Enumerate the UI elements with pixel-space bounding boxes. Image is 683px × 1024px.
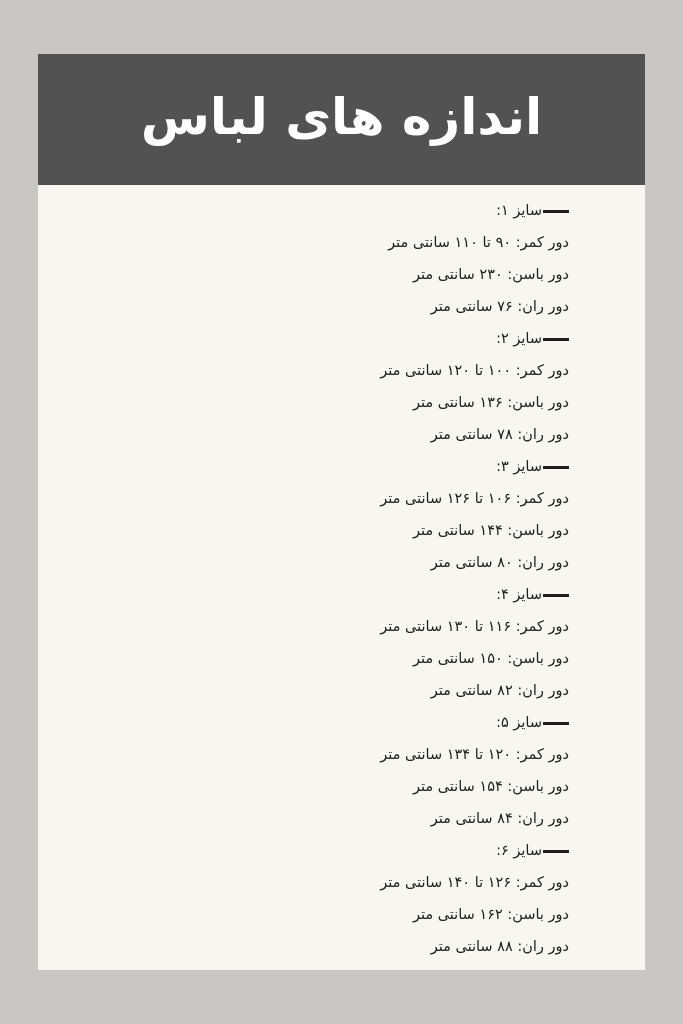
size-label: سایز ۶:	[496, 843, 542, 859]
dash-icon	[543, 722, 569, 725]
thigh-measurement: دور ران: ۷۸ سانتی متر	[430, 427, 569, 443]
hip-measurement: دور باسن: ۱۵۰ سانتی متر	[412, 651, 569, 667]
waist-measurement: دور کمر: ۱۱۶ تا ۱۳۰ سانتی متر	[380, 619, 569, 635]
thigh-measurement: دور ران: ۸۰ سانتی متر	[430, 555, 569, 571]
size-heading	[380, 195, 569, 227]
dash-icon	[543, 210, 569, 213]
waist-measurement: دور کمر: ۱۰۶ تا ۱۲۶ سانتی متر	[380, 491, 569, 507]
size-label: سایز ۲:	[496, 331, 542, 347]
dash-icon	[543, 338, 569, 341]
thigh-measurement: دور ران: ۷۶ سانتی متر	[430, 299, 569, 315]
dash-icon	[543, 466, 569, 469]
waist-measurement: دور کمر: ۱۲۰ تا ۱۳۴ سانتی متر	[380, 747, 569, 763]
waist-measurement: دور کمر: ۱۰۰ تا ۱۲۰ سانتی متر	[380, 363, 569, 379]
hip-measurement: دور باسن: ۱۶۲ سانتی متر	[412, 907, 569, 923]
size-heading	[380, 579, 569, 611]
size-label: سایز ۴:	[496, 587, 542, 603]
title-banner	[38, 54, 645, 185]
waist-measurement: دور کمر: ۹۰ تا ۱۱۰ سانتی متر	[388, 235, 569, 251]
waist-measurement: دور کمر: ۱۲۶ تا ۱۴۰ سانتی متر	[380, 875, 569, 891]
size-list	[380, 195, 569, 963]
hip-measurement: دور باسن: ۱۵۴ سانتی متر	[412, 779, 569, 795]
size-heading	[380, 835, 569, 867]
hip-measurement: دور باسن: ۲۳۰ سانتی متر	[412, 267, 569, 283]
size-chart-card	[38, 54, 645, 970]
size-label: سایز ۱:	[496, 203, 542, 219]
size-heading	[380, 451, 569, 483]
thigh-measurement: دور ران: ۸۸ سانتی متر	[430, 939, 569, 955]
page-title: اندازه های لباس	[140, 87, 543, 146]
size-label: سایز ۳:	[496, 459, 542, 475]
size-heading	[380, 323, 569, 355]
hip-measurement: دور باسن: ۱۳۶ سانتی متر	[412, 395, 569, 411]
dash-icon	[543, 594, 569, 597]
thigh-measurement: دور ران: ۸۲ سانتی متر	[430, 683, 569, 699]
size-heading	[380, 707, 569, 739]
dash-icon	[543, 850, 569, 853]
hip-measurement: دور باسن: ۱۴۴ سانتی متر	[412, 523, 569, 539]
thigh-measurement: دور ران: ۸۴ سانتی متر	[430, 811, 569, 827]
size-label: سایز ۵:	[496, 715, 542, 731]
